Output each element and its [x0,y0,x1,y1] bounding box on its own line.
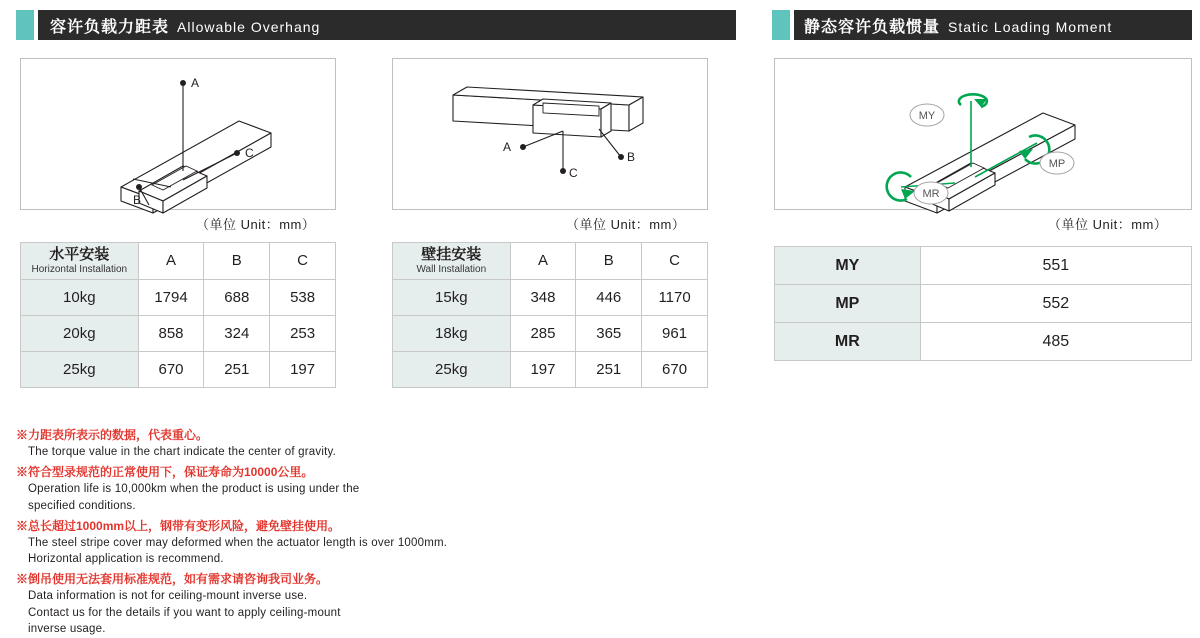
note-1-en-1: The torque value in the chart indicate the center of gravity. [28,446,336,458]
cell-b: 365 [576,315,642,351]
section-title-en: Static Loading Moment [948,18,1113,35]
note-1-cn: ※力距表所表示的数据，代表重心。 [16,428,209,442]
note-4-cn: ※倒吊使用无法套用标准规范，如有需求请咨询我司业务。 [16,572,329,587]
row-label: 25kg [21,351,139,387]
row-label: 25kg [393,351,511,387]
cell-a: 670 [138,351,204,387]
cell-mr-value: 485 [920,323,1191,361]
diagram-wall-installation [392,58,708,210]
cell-b: 251 [204,351,270,387]
cell-a: 858 [138,315,204,351]
diagram-static-loading-moment [774,58,1192,210]
cell-c: 538 [270,279,336,315]
unit-caption-moment: （单位 Unit：mm） [1048,217,1168,232]
diagram-label-a: A [191,76,200,90]
cell-b: 324 [204,315,270,351]
cell-b: 446 [576,279,642,315]
table-horizontal-installation [20,242,336,388]
diagram-label-b: B [627,150,636,164]
table-header-label [393,243,511,280]
unit-caption-wall: （单位 Unit：mm） [566,217,686,232]
moment-label-mr: MR [922,188,940,200]
diagram-label-c: C [245,146,254,160]
cell-c: 670 [642,351,708,387]
table-row [775,247,1192,285]
note-3-en-2: Horizontal application is recommend. [28,553,224,565]
section-header-titles [38,14,320,37]
cell-c: 961 [642,315,708,351]
note-3-cn: ※总长超过1000mm以上，钢带有变形风险，避免壁挂使用。 [16,518,341,533]
section-title-en: Allowable Overhang [177,18,321,35]
note-4-en-1: Data information is not for ceiling-mount inverse use. [28,590,308,603]
cell-b: 251 [576,351,642,387]
note-2-en-2: specified conditions. [28,499,136,512]
table-header-label-en: Horizontal Installation [31,263,128,275]
unit-caption-horizontal: （单位 Unit：mm） [196,217,316,232]
cell-a: 197 [510,351,576,387]
section-header-allowable-overhang [16,10,736,40]
diagram-label-b: B [133,193,142,207]
column-header-a: A [138,243,204,280]
note-3-en-1: The steel stripe cover may deformed when the actuator length is over 1000mm. [28,536,448,549]
table-header-label-cn: 壁挂安装 [421,246,482,263]
diagram-horizontal-installation [20,58,336,210]
notes-block [16,424,636,638]
note-4-en-3: inverse usage. [28,622,106,635]
column-header-a: A [510,243,576,280]
table-header-row [21,243,336,280]
note-2-cn: ※符合型录规范的正常使用下，保证寿命为10000公里。 [16,465,314,480]
note-4-en-2: Contact us for the details if you want to apply ceiling-mount [28,606,341,619]
table-row [393,351,708,387]
table-row [21,351,336,387]
table-header-label-en: Wall Installation [416,263,487,275]
accent-bar-icon [16,10,34,40]
table-row [393,315,708,351]
cell-b: 688 [204,279,270,315]
cell-mp-value: 552 [920,285,1191,323]
table-static-loading-moment [774,246,1192,361]
table-header-row [393,243,708,280]
table-header-label [21,243,139,280]
column-header-c: C [642,243,708,280]
moment-label-mp: MP [1048,158,1066,170]
row-label-my: MY [775,247,921,285]
diagram-label-a: A [503,140,512,154]
row-label-mp: MP [775,285,921,323]
section-title-cn: 容许负载力距表 [50,18,170,36]
table-row [775,285,1192,323]
diagram-label-c: C [569,166,578,180]
table-row [393,279,708,315]
cell-c: 197 [270,351,336,387]
table-row [21,279,336,315]
row-label: 18kg [393,315,511,351]
cell-a: 1794 [138,279,204,315]
note-2-en-1: Operation life is 10,000km when the product is using under the [28,483,360,496]
column-header-b: B [576,243,642,280]
cell-a: 348 [510,279,576,315]
section-header-titles [794,14,1112,37]
cell-c: 253 [270,315,336,351]
row-label: 10kg [21,279,139,315]
row-label-mr: MR [775,323,921,361]
table-wall-installation [392,242,708,388]
accent-bar-icon [772,10,790,40]
column-header-b: B [204,243,270,280]
row-label: 20kg [21,315,139,351]
table-row [775,323,1192,361]
table-row [21,315,336,351]
cell-c: 1170 [642,279,708,315]
moment-label-my: MY [918,110,936,122]
cell-a: 285 [510,315,576,351]
column-header-c: C [270,243,336,280]
row-label: 15kg [393,279,511,315]
table-header-label-cn: 水平安装 [49,246,110,263]
cell-my-value: 551 [920,247,1191,285]
section-header-static-loading-moment [772,10,1192,40]
section-title-cn: 静态容许负载惯量 [804,18,941,36]
